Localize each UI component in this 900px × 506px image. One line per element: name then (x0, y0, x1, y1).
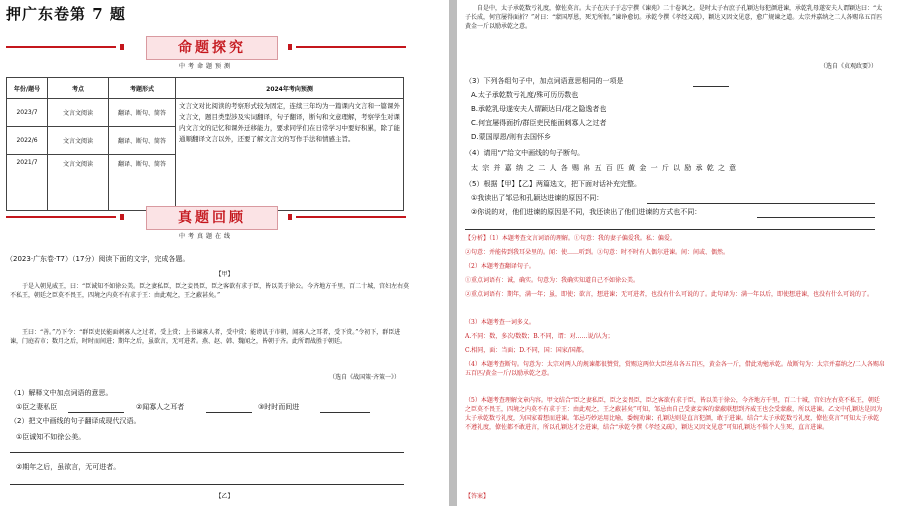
banner-line-left (6, 46, 116, 48)
table-row (7, 99, 404, 127)
analysis-line: （3）本题考查一词多义。 (465, 319, 535, 326)
question-5: （5）根据【甲】【乙】两篇选文，把下面对话补充完整。 (465, 180, 641, 188)
table-cell: 文言文阅读 (48, 99, 109, 127)
table-cell: 翻译、断句、简答 (109, 127, 176, 155)
answer-heading: 【答案】 (465, 493, 490, 500)
exam-table (6, 77, 404, 211)
q2-item-1: ①臣诚知不如徐公美。 (16, 433, 86, 441)
passage-b-label: 【乙】 (215, 493, 234, 500)
analysis-line: A.不同：数，多次/数数；B.不同，谓：对……说/认为； (465, 333, 614, 340)
q3-option-c: C.何宜屡得面折/群臣吏民能面刺寡人之过者 (471, 119, 607, 127)
banner-title: 命题探究 (146, 36, 278, 60)
q5-item-1: ①我读出了邹忌和孔颖达进谏的原因不同： (471, 194, 604, 202)
banner-review (6, 206, 406, 240)
analysis-line: （2）本题考查翻译句子。 (465, 263, 535, 270)
table-header-row (7, 78, 404, 99)
banner-cap-right (288, 214, 292, 220)
answer-line (68, 412, 124, 413)
table-header: 年份/题号 (7, 78, 48, 99)
page-title: 押广东卷第 7 题 (6, 5, 126, 23)
banner-cap-left (120, 44, 124, 50)
banner-cap-left (120, 214, 124, 220)
answer-line (320, 412, 370, 413)
analysis-line: ②句意：并能传到我耳朵里的。闻：使……听到。③句意：时不时有人偶尔进谏。间：间或、偶然。 (465, 249, 730, 256)
q4-sentence: 太 宗 并 嘉 纳 之 二 人 各 赐 帛 五 百 匹 黄 金 一 斤 以 励 承 乾 之 意 (471, 164, 738, 172)
q1-item-2: ②闻寡人之耳者 (136, 403, 185, 411)
passage-a-p2: 王曰：“善。”乃下令：“群臣吏民能面刺寡人之过者，受上赏；上书谏寡人者，受中赏；能谤讥于市朝，闻寡人之耳者，受下赏。”令初下，群臣进谏，门庭若市；数月之后，时时而间进；期年之后，虽欲言，无可进者。燕、赵、韩、魏闻之，皆朝于齐。此所谓战胜于朝廷。 (10, 329, 401, 345)
table-cell: 文言文阅读 (48, 155, 109, 211)
page-gutter (449, 0, 457, 506)
table-header: 考点 (48, 78, 109, 99)
question-4: （4）请用“/”给文中画线的句子断句。 (465, 149, 585, 157)
passage-a-p1: 于是入朝见威王，曰：“臣诚知不如徐公美。臣之妻私臣，臣之妾畏臣，臣之客欲有求于臣，皆以美于徐公。今齐地方千里，百二十城，宫妇左右莫不私王，朝廷之臣莫不畏王，四境之内莫不有求于王：由此观之，王之蔽甚矣。” (10, 283, 410, 299)
banner-title: 真题回顾 (146, 206, 278, 230)
q3-option-b: B.承乾乳母遂安夫人谓颖达曰/花之隐逸者也 (471, 105, 607, 113)
table-header: 考题形式 (109, 78, 176, 99)
analysis-line: ②重点词语有：期年，满一年；虽，即使；欲言，想进谏；无可进者，也没有什么可说的了。此句译为：满一年以后，即使想进谏，也没有什么可说的了。 (465, 291, 874, 298)
table-cell: 翻译、断句、简答 (109, 99, 176, 127)
banner-subtitle: 中考命题预测 (178, 63, 233, 70)
q5-item-2: ②你说的对，他们进谏的原因是不同，我还读出了他们进谏的方式也不同： (471, 208, 702, 216)
answer-line (465, 229, 875, 230)
q3-option-d: D.蒙国厚恩/则有去国怀乡 (471, 133, 551, 141)
question-3: （3）下列各组句子中，加点词语意思相同的一项是 (465, 77, 624, 85)
analysis-line: （5）本题考查理解文章内容。甲文结合“臣之妻私臣，臣之妾畏臣，臣之客欲有求于臣，皆以美于徐公，今齐地方千里，百二十城，宫妇左右莫不私王，朝廷之臣莫不畏王，四境之内莫不有求于王：由此观之，王之蔽甚矣”可知，邹忌由自己受妻妾客的蒙蔽联想到齐威王也会受蒙蔽，所以进谏。乙文中孔颖达是因为太子承乾数亏礼度，为国家着想而进谏。邹忌巧妙运用比喻，委婉劝谏；孔颖达则是直言犯颜，敢于进谏。结合“太子承乾数亏礼度，僚佐莫言”可知太子承乾不遵礼度，僚佐都不敢进言，所以孔颖达才会进谏，结合“承乾令撰《孝经义疏》，颖达又因文见意”可知孔颖达不惧个人生死，直言进谏。 (465, 397, 883, 431)
answer-line (693, 86, 729, 87)
table-cell: 2021/7 (7, 155, 48, 211)
right-page (457, 0, 900, 506)
question-1: （1）解释文中加点词语的意思。 (10, 389, 113, 397)
answer-line (10, 484, 404, 485)
banner-line-right (296, 46, 406, 48)
analysis-line: （4）本题考查断句。句意为：太宗对两人的规谏都很赞赏，赏赐这两位大臣丝帛各五百匹，黄金各一斤，借此劝勉承乾。故断句为：太宗并嘉纳之/二人各赐帛五百匹/黄金一斤/以励承乾之意。 (465, 361, 885, 377)
table-cell: 2023/7 (7, 99, 48, 127)
left-page (0, 0, 449, 506)
answer-line (647, 203, 875, 204)
q3-option-a: A.太子承乾数亏礼度/殊可历历数也 (471, 91, 579, 99)
table-cell: 2022/6 (7, 127, 48, 155)
analysis-line: ①重点词语有：诚，确实。句意为：我确实知道自己不如徐公美。 (465, 277, 640, 284)
passage-a-label: 【甲】 (215, 271, 234, 278)
answer-line (757, 217, 875, 218)
q2-item-2: ②期年之后，虽欲言，无可进者。 (16, 463, 121, 471)
q1-item-1: ①臣之妻私臣 (16, 403, 58, 411)
banner-subtitle: 中考真题在线 (178, 233, 233, 240)
table-cell: 翻译、断句、简答 (109, 155, 176, 211)
answer-line (206, 412, 252, 413)
prediction-cell: 文言文对比阅读的考察形式较为固定，连续三年均为一篇课内文言和一篇课外文言文，题目类型涉及实词翻译，句子翻译，断句和文意理解，考察学生对课内文言文的记忆和课外迁移能力，要求同学们在日常学习中要好积累，除了能通顺翻译文言以外，还要了解文言文的写作手法和情感主旨。 (176, 99, 404, 211)
banner-proposition (6, 36, 406, 70)
analysis-line: 【分析】（1）本题考查文言词语的理解。①句意：我的妻子偏爱我。私：偏爱。 (465, 235, 676, 242)
analysis-line: C.相同，面：当面；D.不同，国：国家/国都。 (465, 347, 588, 354)
passage-b-text: 自是中，太子承乾数亏礼度，僚佐莫言。太子在庆子于志宁撰《谏苑》二十卷讽之。是时太子右庶子孔颖达每犯颜进谏，承乾乳母遂安夫人谓颖达曰：“太子长成，何宜屡得面折？”对曰：“蒙国厚恩，死无所恨。”谏诤愈切。承乾令撰《孝经义疏》，颖达又因文见意，愈广规谏之道。太宗并嘉纳之二人各赐帛五百匹黄金一斤以励承乾之意。 (465, 5, 883, 30)
answer-line (10, 452, 404, 453)
banner-cap-right (288, 44, 292, 50)
banner-line-left (6, 216, 116, 218)
passage-b-source: （选自《贞观政要》） (819, 63, 877, 70)
q1-item-3: ③时时而间进 (258, 403, 300, 411)
banner-line-right (296, 216, 406, 218)
passage-a-source: （选自《战国策·齐策一》） (329, 374, 400, 381)
question-2: （2）把文中画线的句子翻译成现代汉语。 (10, 417, 141, 425)
table-cell: 文言文阅读 (48, 127, 109, 155)
question-intro: （2023·广东卷·T7）（17分）阅读下面的文字，完成各题。 (6, 255, 190, 263)
table-header: 2024年考向预测 (176, 78, 404, 99)
